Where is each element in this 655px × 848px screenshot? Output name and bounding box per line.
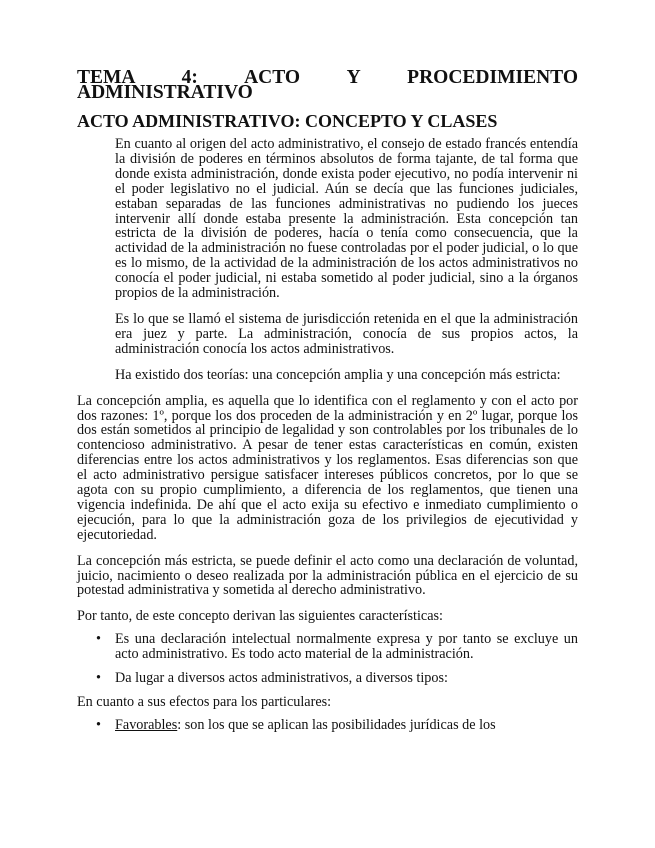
title-line-1: TEMA 4: ACTO Y PROCEDIMIENTO [77,67,578,88]
favorables-text: : son los que se aplican las posibilidades jurídicas de los [177,716,496,733]
favorables-term: Favorables [115,716,178,733]
paragraph-caracteristicas-intro: Por tanto, de este concepto derivan las siguientes características: [77,608,443,625]
list-item [77,718,578,733]
bullet-icon: • [96,716,101,733]
paragraph-concepcion-amplia: La concepción amplia, es aquella que lo identifica con el reglamento y con el acto por dos razones: 1º, porque los dos proceden de la administración y en 2º lugar, porque los dos están sometidos al principio de legalidad y son controlables por los tribunales de lo contencioso administrativo. A pesar de tener estas características en común, existen diferencias entre los actos administrativos y los reglamentos. Esas diferencias son que el acto administrativo persigue satisfacer intereses públicos concretos, por lo que se agota con su propio cumplimiento, a diferencia de los reglamentos, que tienen una vigencia indefinida. De ahí que el acto exija su efectivo e inmediato cumplimiento o ejecución, para lo que la administración goza de los privilegios de ejecutividad y ejecutoriedad. [77,392,578,543]
section-heading: ACTO ADMINISTRATIVO: CONCEPTO Y CLASES [77,111,498,131]
bullet-icon: • [96,631,101,648]
paragraph-efectos-intro: En cuanto a sus efectos para los particulares: [77,694,332,710]
paragraph-two-theories: Ha existido dos teorías: una concepción amplia y una concepción más estricta: [115,366,561,383]
bullet-icon: • [96,670,101,687]
list-item [77,671,578,686]
effects-list [77,718,578,733]
list-item-text: Da lugar a diversos actos administrativos, a diversos tipos: [115,670,448,687]
list-item-text: Es una declaración intelectual normalmente expresa y por tanto se excluye un acto administrativo. Es todo acto material de la administración. [115,631,578,663]
document-title [77,67,578,103]
characteristics-list [77,632,578,686]
paragraph-jurisdiccion-retenida: Es lo que se llamó el sistema de jurisdicción retenida en el que la administración era juez y parte. La administración, conocía de sus propios actos, la administración conocía los actos administrativos. [115,310,578,357]
document-page [77,67,578,742]
paragraph-origin: En cuanto al origen del acto administrativo, el consejo de estado francés entendía la división de poderes en términos absolutos de forma tajante, de tal forma que donde exista administración, donde exista poder ejecutivo, no podía intervenir ni el poder legislativo no el judicial. Aún se decía que las funciones judiciales, estaban separadas de las funciones administrativas no pudiendo los jueces intervenir allí donde estaba presente la administración. Esta concepción tan estricta de la división de poderes, hacía o tenía como consecuencia, que la actividad de la administración no fuese controladas por el poder judicial, o lo que es lo mismo, de la actividad de la administración de los actos administrativos no conocía el poder judicial, ni estaba sometido al poder judicial, sino a la órganos propios de la administración. [115,136,578,302]
list-item [77,632,578,662]
title-line-2: ADMINISTRATIVO [77,82,253,103]
paragraph-concepcion-estricta: La concepción más estricta, se puede definir el acto como una declaración de voluntad, juicio, nacimiento o deseo realizada por la administración pública en el ejercicio de su potestad administrativa y sometida al derecho administrativo. [77,552,578,599]
